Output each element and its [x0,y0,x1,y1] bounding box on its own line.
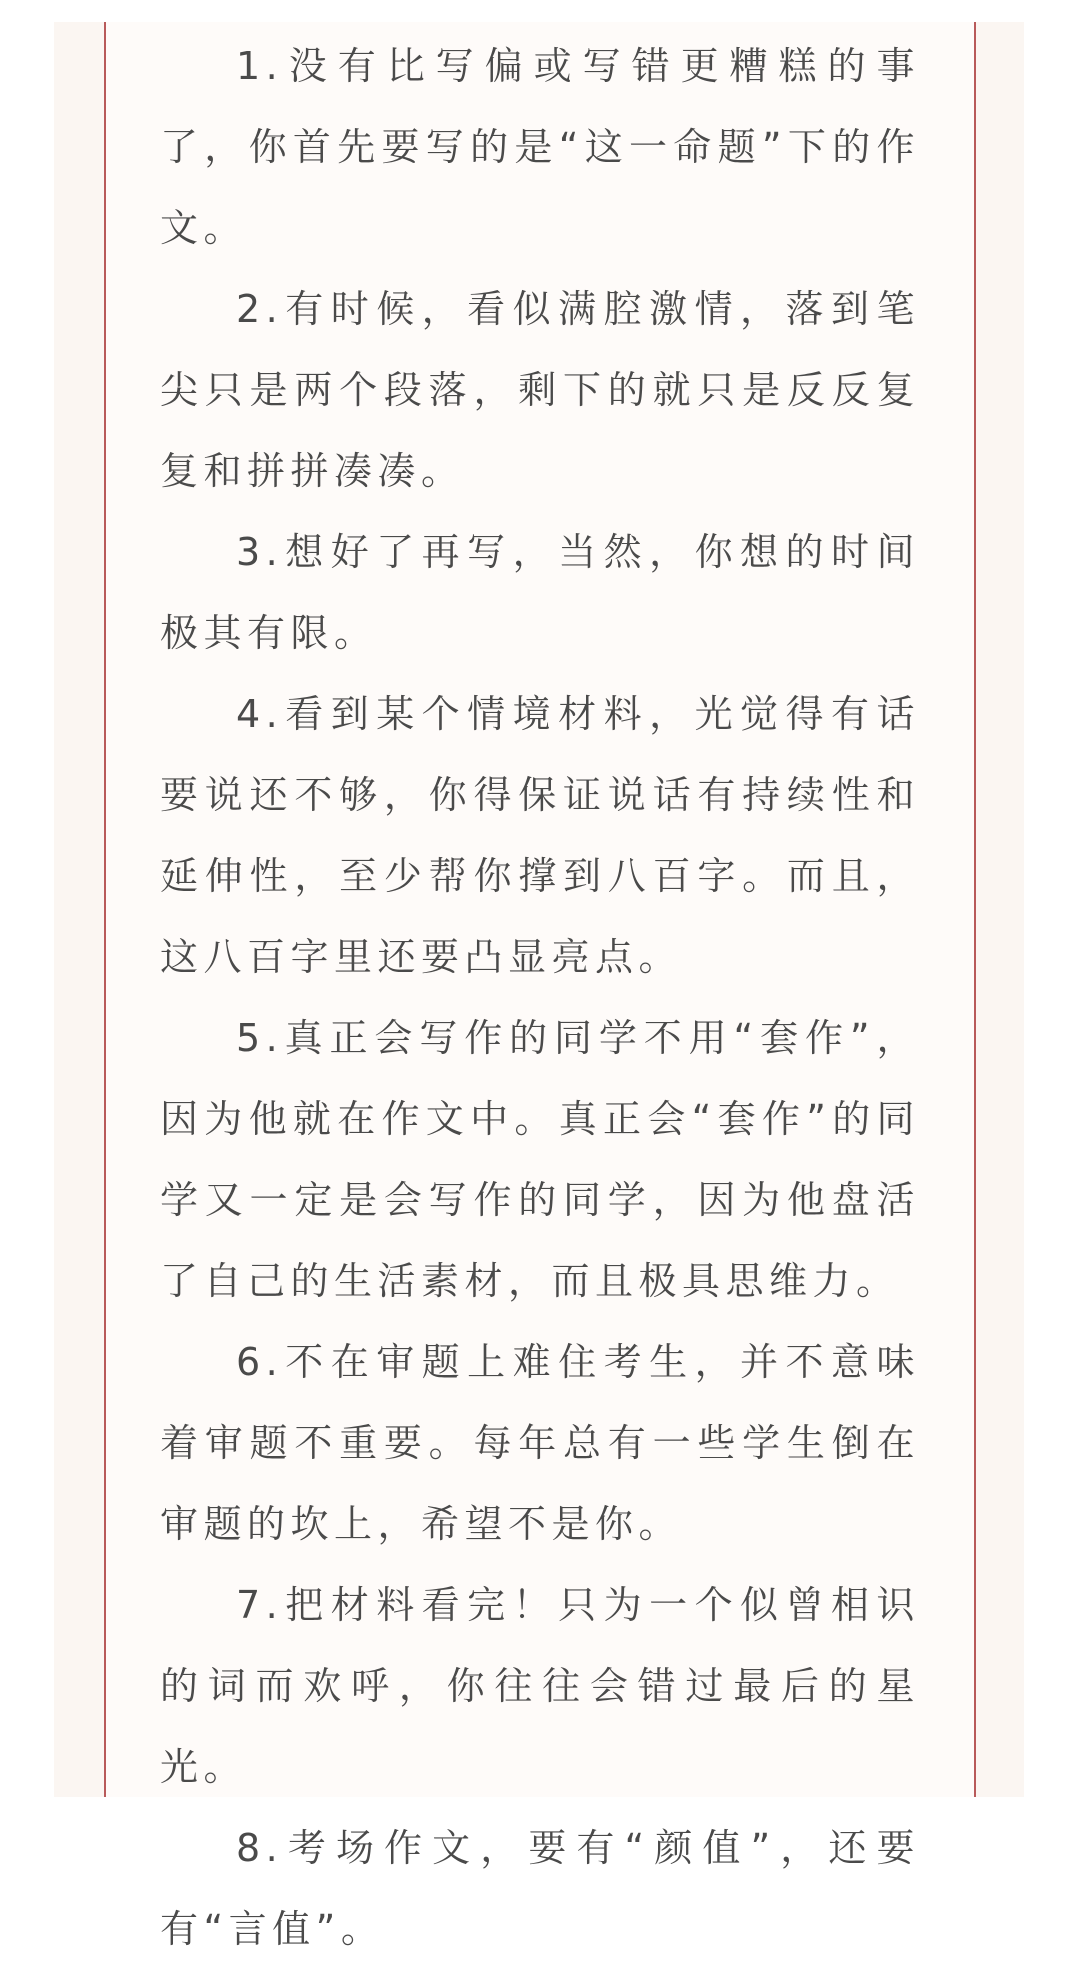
tip-paragraph-8: 8.考场作文，要有“颜值”，还要有“言值”。 [160,1826,920,1951]
tip-paragraph-7: 7.把材料看完！只为一个似曾相识的词而欢呼，你往往会错过最后的星光。 [160,1583,920,1789]
tip-paragraph-1: 1.没有比写偏或写错更糟糕的事了，你首先要写的是“这一命题”下的作文。 [160,44,920,250]
tip-paragraph-2: 2.有时候，看似满腔激情，落到笔尖只是两个段落，剩下的就只是反反复复和拼拼凑凑。 [160,287,920,493]
tip-paragraph-5: 5.真正会写作的同学不用“套作”，因为他就在作文中。真正会“套作”的同学又一定是会写作的同学，因为他盘活了自己的生活素材，而且极具思维力。 [160,1016,920,1303]
tip-paragraph-6: 6.不在审题上难住考生，并不意味着审题不重要。每年总有一些学生倒在审题的坎上，希望不是你。 [160,1340,920,1546]
tip-paragraph-3: 3.想好了再写，当然，你想的时间极其有限。 [160,530,920,655]
top-strip [0,0,1080,22]
tip-paragraph-4: 4.看到某个情境材料，光觉得有话要说还不够，你得保证说话有持续性和延伸性，至少帮你撑到八百字。而且，这八百字里还要凸显亮点。 [160,692,920,979]
article-body [160,26,920,1970]
